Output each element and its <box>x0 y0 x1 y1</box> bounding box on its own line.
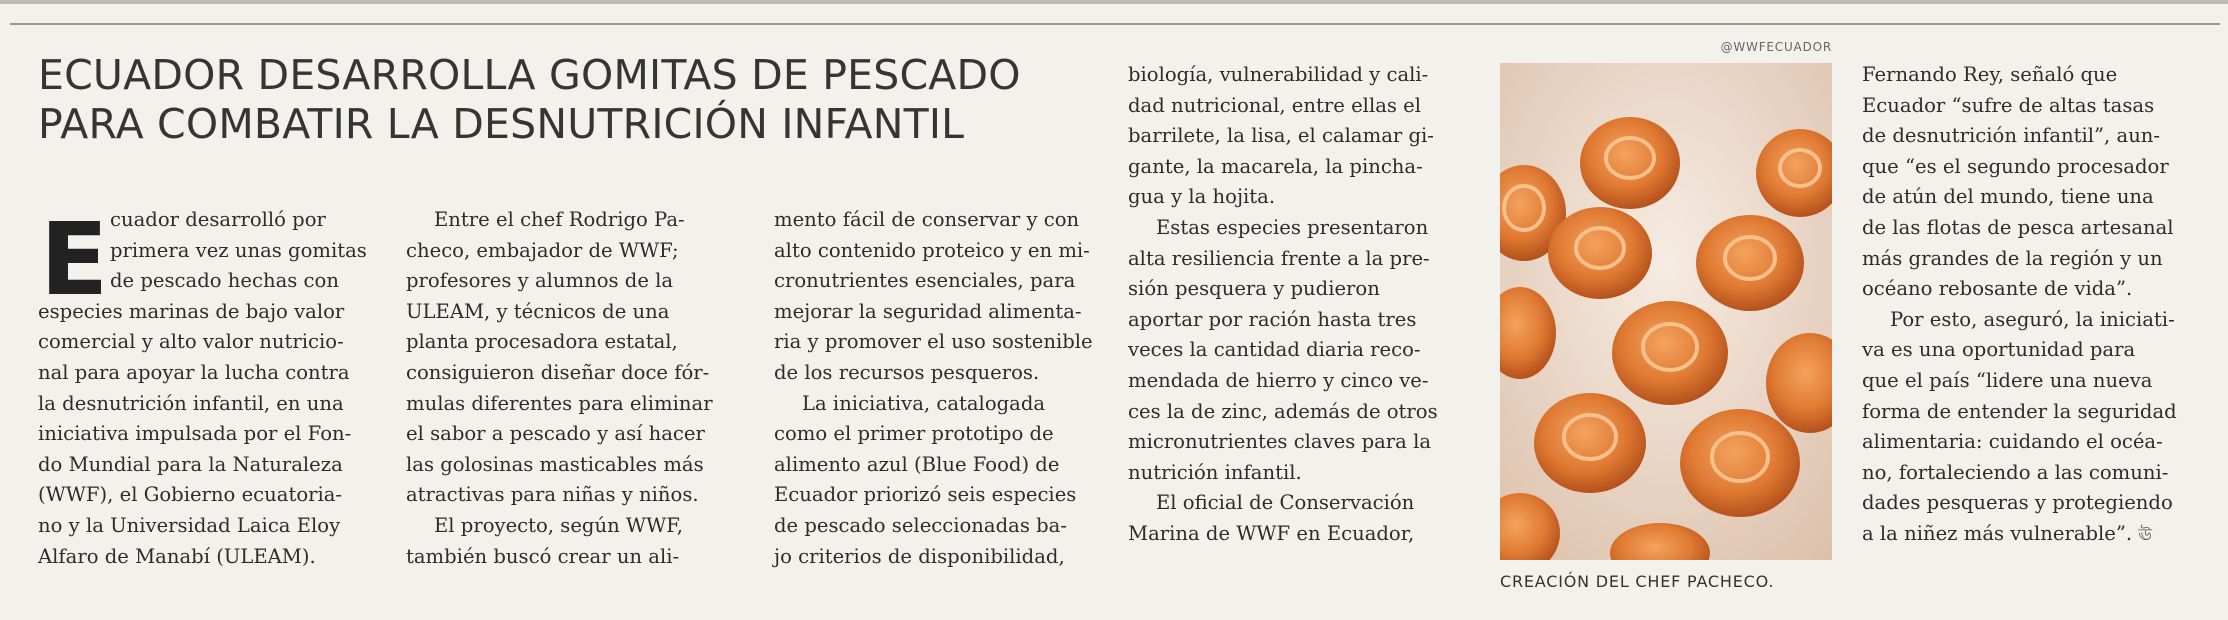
column-line: dades pesqueras y protegiendo <box>1862 491 2173 515</box>
column-line: gante, la macarela, la pincha- <box>1128 154 1423 178</box>
column-line: más grandes de la región y un <box>1862 246 2163 270</box>
column-line: que “es el segundo procesador <box>1862 154 2169 178</box>
column-line: ULEAM, y técnicos de una <box>406 299 670 323</box>
column-line: las golosinas masticables más <box>406 452 704 476</box>
column-line: checo, embajador de WWF; <box>406 238 679 262</box>
article-column-3 <box>774 205 1114 572</box>
column-line: de pescado hechas con <box>110 269 339 293</box>
column-line <box>1862 519 2202 551</box>
column-line: océano rebosante de vida”. <box>1862 277 2133 301</box>
column-line: el sabor a pescado y así hacer <box>406 422 705 446</box>
article-column-1 <box>38 201 367 572</box>
column-line: de pescado seleccionadas ba- <box>774 513 1067 537</box>
column-line: atractivas para niñas y niños. <box>406 483 699 507</box>
column-line: Ecuador “sufre de altas tasas <box>1862 93 2155 117</box>
headline-line-1: ECUADOR DESARROLLA GOMITAS DE PESCADO <box>38 51 1021 99</box>
column-line: Entre el chef Rodrigo Pa- <box>434 208 685 231</box>
column-line: ces la de zinc, además de otros <box>1128 399 1438 423</box>
column-line: nutrición infantil. <box>1128 460 1302 484</box>
column-line: profesores y alumnos de la <box>406 269 674 293</box>
column-line: ria y promover el uso sostenible <box>774 330 1093 354</box>
column-line: forma de entender la seguridad <box>1862 399 2177 423</box>
column-line: mento fácil de conservar y con <box>774 208 1080 231</box>
column-line: gua y la hojita. <box>1128 185 1276 209</box>
column-line: de desnutrición infantil”, aun- <box>1862 124 2161 148</box>
column-line: alimento azul (Blue Food) de <box>774 452 1060 476</box>
column-line: comercial y alto valor nutricio- <box>38 330 344 354</box>
top-strip <box>0 0 2228 4</box>
column-line: do Mundial para la Naturaleza <box>38 452 343 476</box>
section-rule <box>10 23 2220 25</box>
column-line: no y la Universidad Laica Eloy <box>38 513 341 537</box>
column-line: que el país “lidere una nueva <box>1862 368 2153 392</box>
headline-line-2: PARA COMBATIR LA DESNUTRICIÓN INFANTIL <box>38 100 965 148</box>
final-line-text: a la niñez más vulnerable”. <box>1862 521 2133 545</box>
column-line: Marina de WWF en Ecuador, <box>1128 521 1415 545</box>
drop-cap: E <box>40 201 109 318</box>
column-line: alimentaria: cuidando el océa- <box>1862 430 2163 454</box>
column-line: El oficial de Conservación <box>1156 491 1415 515</box>
column-line: mendada de hierro y cinco ve- <box>1128 368 1429 392</box>
column-line: jo criterios de disponibilidad, <box>774 544 1065 568</box>
column-line: Estas especies presentaron <box>1156 215 1429 239</box>
column-line: alto contenido proteico y en mi- <box>774 238 1090 262</box>
column-line: mulas diferentes para eliminar <box>406 391 713 415</box>
column-line: veces la cantidad diaria reco- <box>1128 338 1421 362</box>
column-line: Por esto, aseguró, la iniciati- <box>1890 307 2175 331</box>
column-line: cronutrientes esenciales, para <box>774 269 1076 293</box>
column-line: primera vez unas gomitas <box>110 238 367 262</box>
photo-caption: CREACIÓN DEL CHEF PACHECO. <box>1500 572 1775 591</box>
column-line: también buscó crear un ali- <box>406 544 680 568</box>
column-line: va es una oportunidad para <box>1862 338 2136 362</box>
column-line: planta procesadora estatal, <box>406 330 678 354</box>
article-column-5 <box>1862 60 2202 551</box>
column-line: Ecuador priorizó seis especies <box>774 483 1077 507</box>
column-line: la desnutrición infantil, en una <box>38 391 344 415</box>
column-line: (WWF), el Gobierno ecuatoria- <box>38 483 343 507</box>
column-line: micronutrientes claves para la <box>1128 430 1432 454</box>
column-line: no, fortaleciendo a las comuni- <box>1862 460 2169 484</box>
article-headline <box>38 51 1098 149</box>
gummies-photo <box>1500 63 1832 560</box>
column-line: mejorar la seguridad alimenta- <box>774 299 1082 323</box>
column-line: El proyecto, según WWF, <box>434 513 683 537</box>
column-line: alta resiliencia frente a la pre- <box>1128 246 1430 270</box>
end-mark-icon: ঊ <box>2138 524 2152 544</box>
column-line: biología, vulnerabilidad y cali- <box>1128 63 1429 86</box>
photo-credit: @WWFECUADOR <box>1720 40 1832 54</box>
column-line: de atún del mundo, tiene una <box>1862 185 2154 209</box>
column-line: sión pesquera y pudieron <box>1128 277 1380 301</box>
column-line: cuador desarrolló por <box>110 208 326 231</box>
column-line: como el primer prototipo de <box>774 422 1054 446</box>
column-line: Alfaro de Manabí (ULEAM). <box>38 544 316 568</box>
column-line: iniciativa impulsada por el Fon- <box>38 422 352 446</box>
column-line: Fernando Rey, señaló que <box>1862 63 2118 86</box>
column-line: de los recursos pesqueros. <box>774 360 1040 384</box>
column-line: La iniciativa, catalogada <box>802 391 1046 415</box>
column-line: dad nutricional, entre ellas el <box>1128 93 1422 117</box>
article-column-4 <box>1128 60 1468 550</box>
column-line: de las flotas de pesca artesanal <box>1862 215 2174 239</box>
column-line: nal para apoyar la lucha contra <box>38 360 350 384</box>
fish-gummies-image <box>1500 63 1832 560</box>
column-line: barrilete, la lisa, el calamar gi- <box>1128 124 1434 148</box>
column-line: consiguieron diseñar doce fór- <box>406 360 710 384</box>
column-line: aportar por ración hasta tres <box>1128 307 1417 331</box>
column-line: especies marinas de bajo valor <box>38 299 345 323</box>
article-column-2 <box>406 205 736 572</box>
